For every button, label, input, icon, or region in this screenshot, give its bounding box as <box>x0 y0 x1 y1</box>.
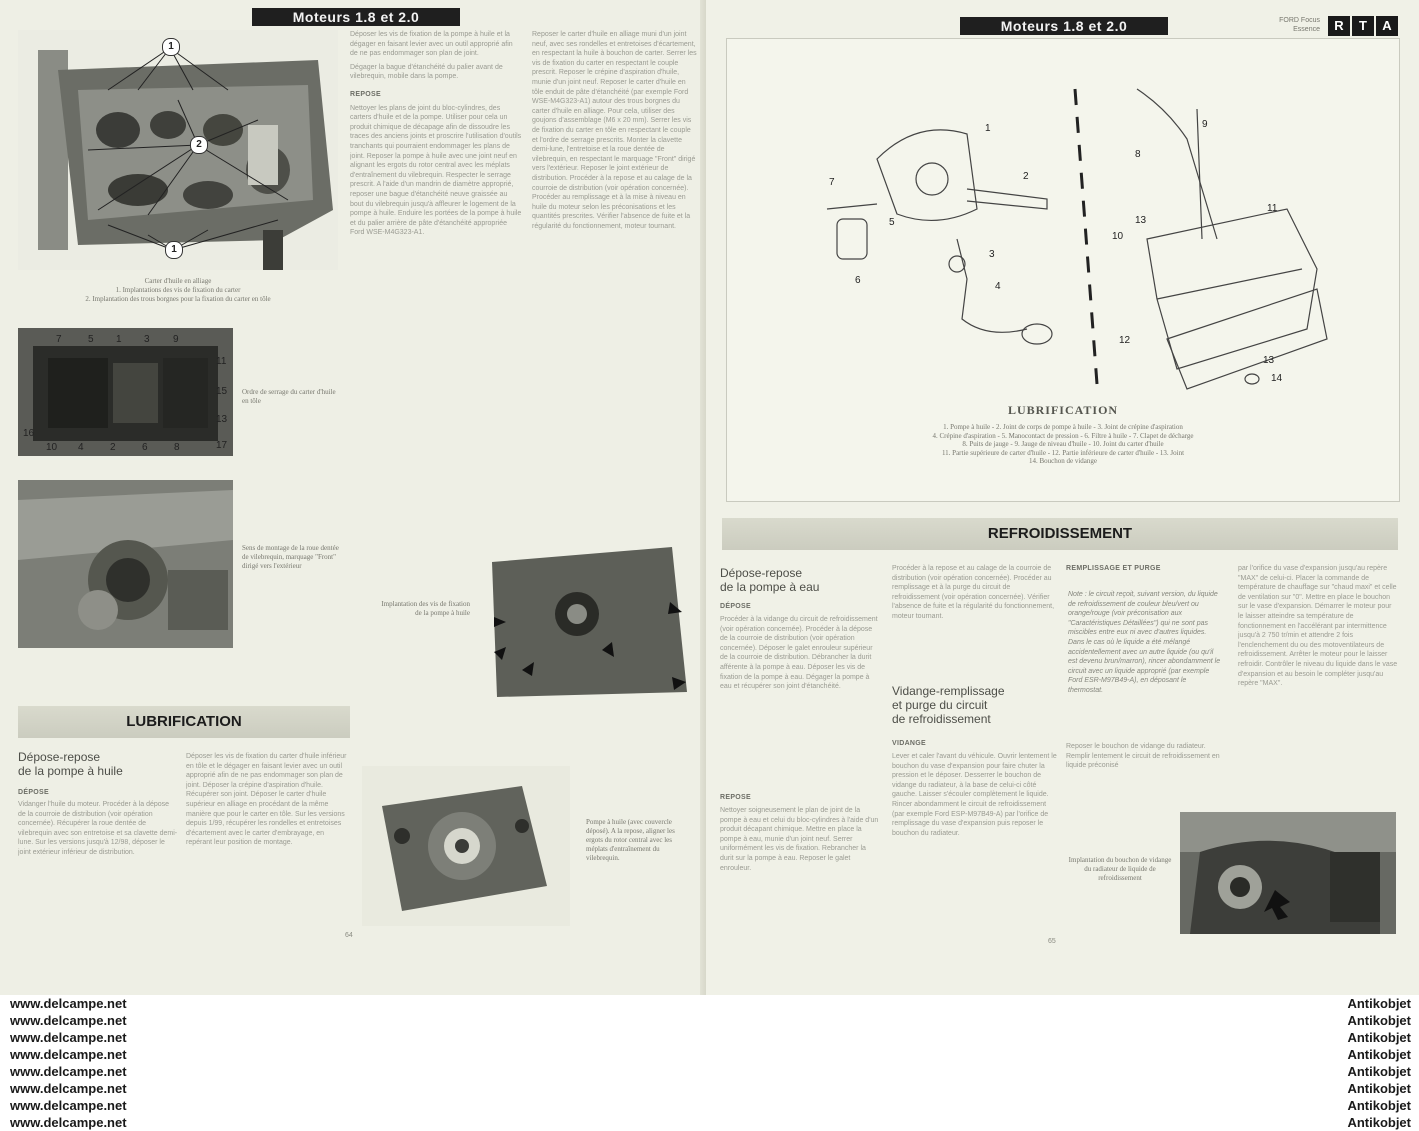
watermark-line: Antikobjet <box>1347 1030 1411 1045</box>
lubrication-diagram-frame <box>726 38 1400 502</box>
mid-col-top-text <box>350 30 522 460</box>
diagram-label: 7 <box>829 177 835 188</box>
diagram-label: 4 <box>995 281 1001 292</box>
rta-logo <box>1328 16 1398 36</box>
bolt-number: 6 <box>142 442 148 453</box>
legend-line: 4. Crépine d'aspiration - 5. Manocontact de pression - 6. Filtre à huile - 7. Clapet de décharge <box>932 431 1194 440</box>
subtitle-line: de refroidissement <box>892 712 991 726</box>
water-pump-depose-text: Procéder à la vidange du circuit de refroidissement (voir opération concernée). Procéder à la dépose de la courroie de distribution (voir opération concernée). Déposer le galet enrouleur supérieur de la courroie de distribution. Débrancher la durit afférente à la pompe à eau. Déposer les vis de fixation de la pompe à eau. Dégager la pompe à eau et récupérer son joint d'étanchéité. <box>720 616 878 691</box>
watermark-line: Antikobjet <box>1347 1064 1411 1079</box>
legend-line: 11. Partie supérieure de carter d'huile - 12. Partie inférieure de carter d'huile - 13. Joint <box>941 448 1185 457</box>
pump-bolts-caption: Implantation des vis de fixation de la pompe à huile <box>381 600 470 617</box>
left-page-number: 64 <box>345 932 353 939</box>
diagram-label: 13 <box>1135 215 1147 226</box>
logo-letter: R <box>1328 16 1350 36</box>
watermark-line: Antikobjet <box>1347 1098 1411 1113</box>
right-col-top-text: Reposer le carter d'huile en alliage muni d'un joint neuf, avec ses rondelles et entretoises d'écartement, en respectant la huile à bouchon de carter. Serrer les vis de fixation du carter en respectant le couple prescrit. Reposer le crépine d'aspiration d'huile, munie d'un joint neuf. Reposer le carter d'huile en tôle enduit de pâte d'étanchéité (par exemple Ford WSE-M4G323-A1) autour des trous borgnes du carter d'huile en alliage. Pour cela, utiliser des goujons d'assemblage (M6 x 20 mm). Serrer les vis de fixation du carter en tôle en respectant le couple et l'ordre de serrage prescrits. Monter la clavette demi-lune, l'entretoise et la roue dentée de vilebrequin, en respectant le marquage "Front" dirigé vers l'extérieur. Reposer le joint extérieur de distribution. Procéder à la repose et au calage de la courroie de distribution (voir opération concernée). Procéder au remplissage et à la mise à niveau en huile du moteur selon les préconisations et les quantités prescrites. Vérifier l'absence de fuite et la régularité du fonctionnement, moteur tournant. <box>532 31 697 230</box>
watermark-line: Antikobjet <box>1347 996 1411 1011</box>
subtitle-line: Dépose-repose <box>18 750 101 764</box>
bolt-number: 16 <box>23 428 35 439</box>
lubrification-section-bar: LUBRIFICATION <box>18 706 350 738</box>
oil-sump-illustration <box>18 30 338 270</box>
diagram-legend <box>787 423 1339 466</box>
crank-sprocket-illustration <box>18 480 233 648</box>
subtitle-line: de la pompe à eau <box>720 580 820 594</box>
diagram-label: 1 <box>985 123 991 134</box>
coolant-note: Note : le circuit reçoit, suivant version, du liquide de refroidissement de couleur bleu/vert ou orange/rouge (voir préconisation aux "Caractéristiques Détaillées") qui ne sont pas miscibles entre eux ni avec d'autres liquides. Dans le cas où le liquide a été mélangé accidentellement avec un autre liquide (ou qu'il est devenu brun/marron), rincer abondamment le circuit avec un liquide approprié (par exemple Ford ESR-M97B49-A), en déposant le thermostat. <box>1068 591 1221 694</box>
remplissage-text: Reposer le bouchon de vidange du radiateur. Remplir lentement le circuit de refroidissement en liquide préconisé <box>1066 743 1220 770</box>
radiator-plug-illustration <box>1180 812 1396 934</box>
subtitle-line: de la pompe à huile <box>18 764 123 778</box>
watermark-line: Antikobjet <box>1347 1047 1411 1062</box>
diagram-label: 6 <box>855 275 861 286</box>
watermark-line: www.delcampe.net <box>10 1115 127 1130</box>
pump-depose-subtitle <box>18 750 188 778</box>
watermark-line: www.delcampe.net <box>10 1098 127 1113</box>
water-pump-repose-text: Nettoyer soigneusement le plan de joint de la pompe à eau et celui du bloc-cylindres à l'aide d'un produit décapant chimique. Mettre en place la pompe à eau, munie d'un joint neuf. Serrer uniformément les vis de fixation. Rebrancher la durit sur la pompe à eau. Reposer le galet enrouleur. <box>720 807 879 872</box>
watermark-line: www.delcampe.net <box>10 1064 127 1079</box>
repose-heading: REPOSE <box>350 90 381 98</box>
oil-sump-caption <box>20 277 336 304</box>
oil-pump-caption: Pompe à huile (avec couvercle déposé). A la repose, aligner les ergots du rotor central avec les méplats d'entraînement du vilebrequin. <box>586 818 675 862</box>
subtitle-line: Vidange-remplissage <box>892 684 1005 698</box>
col4-text: par l'orifice du vase d'expansion jusqu'au repère "MAX" de celui-ci. Placer la commande de température de chauffage sur "chaud maxi" et celle de ventilation sur "0". Mettre en place le bouchon sur le vase d'expansion. Démarrer le moteur pour le laisser atteindre sa température de fonctionnement en l'accélérant par intermittence jusqu'à 2 750 tr/min et attendre 2 fois l'enclenchement du ou des motoventilateurs de refroidissement. Arrêter le moteur pour le laisser refroidir. Contrôler le niveau du liquide dans le vase d'expansion et au besoin le compléter jusqu'au repère "MAX". <box>1238 565 1398 688</box>
right-page-number: 65 <box>1048 938 1056 945</box>
para: Déposer les vis de fixation de la pompe à huile et la dégager en faisant levier avec un outil approprié afin de ne pas endommager son plan de joint. <box>350 31 513 58</box>
remplissage-heading: REMPLISSAGE ET PURGE <box>1066 565 1161 572</box>
diagram-label: 14 <box>1271 373 1283 384</box>
left-page <box>0 0 706 995</box>
watermark-line: Antikobjet <box>1347 1081 1411 1096</box>
bolt-number: 1 <box>116 334 122 345</box>
right-page <box>706 0 1419 995</box>
watermark-line: www.delcampe.net <box>10 1013 127 1028</box>
crank-sprocket-caption: Sens de montage de la roue dentée de vilebrequin, marquage "Front" dirigé vers l'extérieur <box>242 544 339 570</box>
bolt-number: 3 <box>144 334 150 345</box>
radiator-plug-photo <box>1180 812 1396 934</box>
bolt-number: 2 <box>110 442 116 453</box>
diagram-title: LUBRIFICATION <box>1007 403 1119 417</box>
left-header-bar: Moteurs 1.8 et 2.0 <box>252 8 460 26</box>
watermark-line: Antikobjet <box>1347 1013 1411 1028</box>
legend-line: 1. Pompe à huile - 2. Joint de corps de pompe à huile - 3. Joint de crépine d'aspiration <box>943 423 1183 431</box>
subtitle-line: et purge du circuit <box>892 698 988 712</box>
watermark-line: Antikobjet <box>1347 1115 1411 1130</box>
caption-line: 1. Implantations des vis de fixation du carter <box>115 286 241 294</box>
bolt-number: 5 <box>88 334 94 345</box>
bolt-number: 15 <box>216 386 228 397</box>
pump-bolts-photo <box>482 542 690 702</box>
bolt-number: 17 <box>216 440 228 451</box>
radiator-plug-caption: Implantation du bouchon de vidange du radiateur de liquide de refroidissement <box>1068 856 1172 882</box>
para: Nettoyer les plans de joint du bloc-cylindres, des carters d'huile et de la pompe. Utiliser pour cela un produit chimique de décapage afin de dissoudre les traces des anciens joints et proscrire l'utilisation d'outils tranchants qui pourraient endommager les plans de joint. Reposer la pompe à huile avec une joint neuf en alignant les ergots du rotor central avec les méplats d'entraînement du vilebrequin. Respecter le serrage prescrit. A l'aide d'un mandrin de diamètre approprié, reposer une bague d'étanchéité neuve graissée au bout du vilebrequin jusqu'à affleurer le logement de la pompe à huile. Enduire les portées de la pompe à huile et du palier arrière de pâte d'étanchéité appropriée Ford WSE-M4G323-A1. <box>350 104 522 237</box>
bolt-number: 7 <box>56 334 62 345</box>
depose-text: Vidanger l'huile du moteur. Procéder à la dépose de la courroie de distribution (voir opération concernée). Récupérer la roue dentée de vilebrequin avec son entretoise et sa clavette demi-lune. Sur les versions jusqu'à 12/98, déposer le joint extérieur inférieur de distribution. <box>18 801 178 856</box>
vidange-text: Lever et caler l'avant du véhicule. Ouvrir lentement le bouchon du vase d'expansion pour faire chuter la pression et le déposer. Desserrer le bouchon de vidange du radiateur, à la base de celui-ci côté gauche. Laisser s'écouler complètement le liquide. Rincer abondamment le circuit de refroidissement (par exemple Ford ESP-M97B49-A) par l'orifice de remplissage du vase d'expansion puis reposer le bouchon du radiateur. <box>892 753 1057 837</box>
caption-line: 2. Implantation des trous borgnes pour la fixation du carter en tôle <box>85 295 271 303</box>
diagram-label: 10 <box>1112 231 1124 242</box>
col2-text: Procéder à la repose et au calage de la courroie de distribution (voir opération concernée). Procéder au remplissage et à la purge du circuit de refroidissement (voir opération concernée). Vérifier l'absence de fuite et la régularité du fonctionnement, moteur tournant. <box>892 565 1055 620</box>
legend-line: 8. Puits de jauge - 9. Jauge de niveau d'huile - 10. Joint du carter d'huile <box>962 440 1164 448</box>
para: Dégager la bague d'étanchéité du palier avant de vilebrequin, mobile dans la pompe. <box>350 63 503 81</box>
diagram-label: 3 <box>989 249 995 260</box>
callout-1-bottom: 1 <box>165 241 183 259</box>
vidange-heading: VIDANGE <box>892 740 926 747</box>
bolt-number: 10 <box>46 442 58 453</box>
sump-pan-illustration <box>18 328 233 456</box>
diagram-label: 2 <box>1023 171 1029 182</box>
right-header-bar: Moteurs 1.8 et 2.0 <box>960 17 1168 35</box>
oil-pump-photo <box>362 766 570 926</box>
watermark-line: www.delcampe.net <box>10 1030 127 1045</box>
crank-sprocket-photo <box>18 480 233 648</box>
brand-tag: FORD Focus Essence <box>1279 17 1320 33</box>
diagram-label: 11 <box>1267 203 1278 214</box>
diagram-label: 9 <box>1202 119 1208 130</box>
callout-1-top: 1 <box>162 38 180 56</box>
diagram-label: 12 <box>1119 335 1131 346</box>
diagram-label: 5 <box>889 217 895 228</box>
tightening-order-photo <box>18 328 233 456</box>
subtitle-line: Dépose-repose <box>720 566 803 580</box>
lubrication-exploded-diagram <box>727 39 1399 419</box>
pump-bolts-illustration <box>482 542 690 702</box>
bolt-number: 11 <box>216 356 227 367</box>
legend-line: 14. Bouchon de vidange <box>1028 457 1098 465</box>
watermark-line: www.delcampe.net <box>10 1081 127 1096</box>
diagram-label: 13 <box>1263 355 1275 366</box>
bolt-number: 13 <box>216 414 228 425</box>
diagram-label: 8 <box>1135 149 1141 160</box>
bolt-number: 9 <box>173 334 179 345</box>
oil-pump-illustration <box>362 766 570 926</box>
watermark-line: www.delcampe.net <box>10 996 127 1011</box>
oil-sump-photo <box>18 30 338 270</box>
bolt-number: 8 <box>174 442 180 453</box>
refroidissement-section-bar: REFROIDISSEMENT <box>722 518 1398 550</box>
caption-line: Carter d'huile en alliage <box>144 277 212 285</box>
bolt-number: 4 <box>78 442 84 453</box>
water-pump-subtitle <box>720 566 890 594</box>
callout-2: 2 <box>190 136 208 154</box>
tightening-order-caption: Ordre de serrage du carter d'huile en tôle <box>242 388 336 405</box>
watermark-line: www.delcampe.net <box>10 1047 127 1062</box>
depose-heading: DÉPOSE <box>18 789 49 796</box>
logo-letter: A <box>1376 16 1398 36</box>
depose-heading: DÉPOSE <box>720 603 751 610</box>
logo-letter: T <box>1352 16 1374 36</box>
vidange-subtitle <box>892 684 1062 726</box>
depose-right-text: Déposer les vis de fixation du carter d'huile inférieur en tôle et le dégager en faisant levier avec un outil approprié afin de ne pas endommager son plan de joint. Déposer la crépine d'aspiration d'huile. Récupérer son joint. Déposer le carter d'huile supérieur en alliage en procédant de la même manière que pour le carter en tôle. Sur les versions depuis 1/99, récupérer les rondelles et entretoises d'écartement avec le carter d'embrayage, en repérant leur position de montage. <box>186 753 347 847</box>
repose-heading: REPOSE <box>720 794 751 801</box>
